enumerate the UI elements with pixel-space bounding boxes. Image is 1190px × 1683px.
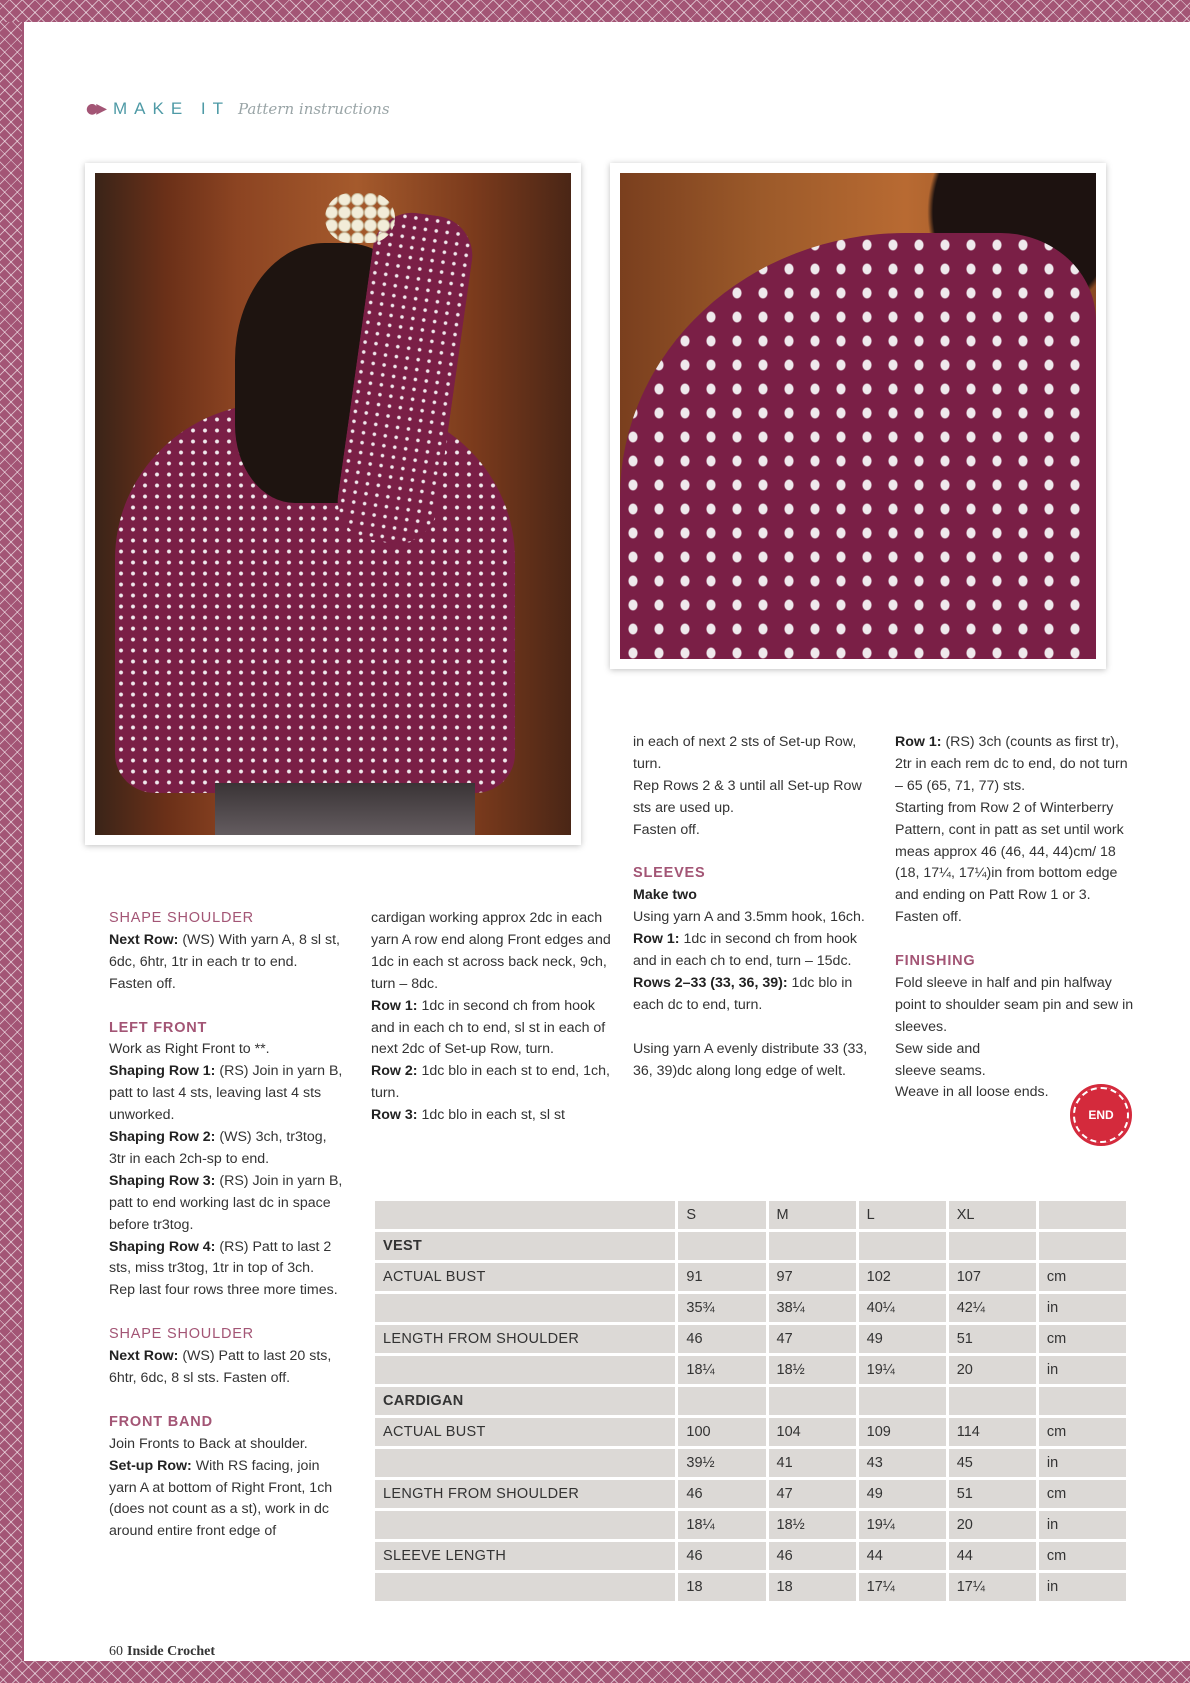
table-header-row [375, 1201, 1126, 1229]
section-heading: LEFT FRONT [109, 1019, 208, 1036]
instruction-text: With RS facing, join yarn A at bottom of Right Front, 1ch (does not count as a st), work in dc around entire front edge of [109, 1457, 333, 1540]
instruction-text: cardigan working approx 2dc in each yarn A row end along Front edges and 1dc in each st across back neck, 9ch, turn – 8dc. [371, 910, 611, 992]
table-cell [859, 1232, 946, 1260]
table-cell: 19¼ [859, 1511, 946, 1539]
table-row [375, 1325, 1126, 1353]
row-label: CARDIGAN [375, 1387, 675, 1415]
table-cell: 114 [949, 1418, 1036, 1446]
instruction-text: 1dc blo in each st, sl st [417, 1107, 565, 1124]
section-heading: FINISHING [895, 953, 976, 970]
instruction-lead: Shaping Row 2: [109, 1129, 216, 1146]
instruction-paragraph [633, 907, 873, 929]
table-cell: 42¼ [949, 1294, 1036, 1322]
paragraph-gap [109, 1390, 344, 1412]
instruction-text: Fasten off. [895, 909, 962, 926]
instruction-lead: Next Row: [109, 931, 179, 948]
paragraph-gap [109, 1302, 344, 1324]
table-cell: 18½ [769, 1511, 856, 1539]
instruction-paragraph [633, 776, 873, 820]
table-cell: 18½ [769, 1356, 856, 1384]
table-cell [769, 1232, 856, 1260]
pearl-bracelet-image [325, 193, 395, 243]
instruction-paragraph [633, 1039, 873, 1083]
instruction-paragraph [895, 798, 1135, 908]
instruction-paragraph [109, 1456, 344, 1544]
table-row [375, 1449, 1126, 1477]
table-cell: 51 [949, 1325, 1036, 1353]
table-cell: 109 [859, 1418, 946, 1446]
instruction-paragraph [109, 1280, 344, 1302]
instruction-text: (RS) Join in yarn B, patt to last 4 sts, leaving last 4 sts unworked. [109, 1063, 343, 1124]
instruction-text: Weave in all loose ends. [895, 1084, 1049, 1101]
table-row [375, 1387, 1126, 1415]
row-label [375, 1573, 675, 1601]
table-row [375, 1511, 1126, 1539]
text-column-2 [371, 908, 611, 1127]
end-badge: END [1073, 1087, 1129, 1143]
instruction-lead: Rows 2–33 (33, 36, 39): [633, 974, 788, 991]
top-border [0, 0, 1190, 22]
table-row [375, 1573, 1126, 1601]
arrow-icon: ●▶ [86, 101, 105, 117]
table-cell: 46 [678, 1480, 765, 1508]
table-row [375, 1356, 1126, 1384]
row-label: VEST [375, 1232, 675, 1260]
text-column-1 [109, 908, 344, 1543]
instruction-text: (RS) Join in yarn B, patt to end working last dc in space before tr3tog. [109, 1172, 343, 1233]
photo-closeup-view [610, 163, 1106, 669]
magazine-title: Inside Crochet [127, 1644, 216, 1659]
table-cell: 46 [769, 1542, 856, 1570]
table-cell: in [1039, 1294, 1126, 1322]
instruction-text: (WS) Patt to last 20 sts, 6htr, 6dc, 8 sl sts. Fasten off. [109, 1348, 332, 1386]
table-row [375, 1418, 1126, 1446]
table-cell: 20 [949, 1356, 1036, 1384]
table-cell: 46 [678, 1325, 765, 1353]
table-cell: 100 [678, 1418, 765, 1446]
table-cell: in [1039, 1573, 1126, 1601]
instruction-paragraph [109, 1346, 344, 1390]
instruction-text: Using yarn A and 3.5mm hook, 16ch. [633, 909, 865, 926]
instruction-paragraph [371, 1061, 611, 1105]
instruction-paragraph [895, 1039, 1135, 1061]
instruction-lead: Row 1: [633, 931, 680, 948]
row-label [375, 1294, 675, 1322]
instruction-paragraph [895, 973, 1135, 1039]
table-header-cell: S [678, 1201, 765, 1229]
table-cell: 44 [949, 1542, 1036, 1570]
table-cell: 43 [859, 1449, 946, 1477]
table-cell: in [1039, 1511, 1126, 1539]
instruction-text: 1dc blo in each dc to end, turn. [633, 974, 853, 1013]
instruction-lead: Row 1: [895, 734, 942, 750]
table-cell: 102 [859, 1263, 946, 1291]
table-cell [769, 1387, 856, 1415]
table-cell: 51 [949, 1480, 1036, 1508]
table-cell: 107 [949, 1263, 1036, 1291]
section-subtitle: Pattern instructions [238, 100, 390, 118]
instruction-text: sleeve seams. [895, 1062, 986, 1079]
instruction-paragraph [109, 1237, 344, 1281]
row-label: ACTUAL BUST [375, 1263, 675, 1291]
row-label: SLEEVE LENGTH [375, 1542, 675, 1570]
table-cell: 18 [769, 1573, 856, 1601]
instruction-lead: Row 1: [371, 997, 418, 1014]
table-cell: cm [1039, 1480, 1126, 1508]
instruction-paragraph [633, 732, 873, 776]
instruction-text: Fold sleeve in half and pin halfway point to shoulder seam pin and sew in sleeves. [895, 974, 1134, 1035]
instruction-text: (RS) 3ch (counts as first tr), 2tr in each rem dc to end, do not turn – 65 (65, 71, 77) sts. [895, 734, 1128, 794]
instruction-paragraph [109, 1061, 344, 1127]
table-cell: 41 [769, 1449, 856, 1477]
instruction-lead: Row 2: [371, 1063, 418, 1080]
instruction-paragraph [633, 929, 873, 973]
instruction-text: Fasten off. [633, 821, 700, 838]
table-cell: 18 [678, 1573, 765, 1601]
table-cell: 49 [859, 1325, 946, 1353]
instruction-paragraph [109, 1039, 344, 1061]
instruction-paragraph [633, 820, 873, 842]
skirt-image [215, 783, 475, 835]
size-table [372, 1198, 1129, 1604]
table-cell: 47 [769, 1480, 856, 1508]
table-cell: 97 [769, 1263, 856, 1291]
table-cell [949, 1387, 1036, 1415]
table-cell: 104 [769, 1418, 856, 1446]
table-cell [949, 1232, 1036, 1260]
table-cell: cm [1039, 1418, 1126, 1446]
text-column-3 [633, 732, 873, 1082]
instruction-text: Join Fronts to Back at shoulder. [109, 1435, 308, 1452]
table-row [375, 1232, 1126, 1260]
instruction-lead: Set-up Row: [109, 1457, 192, 1474]
table-row [375, 1263, 1126, 1291]
paragraph-gap [109, 996, 344, 1018]
table-cell: 18¼ [678, 1356, 765, 1384]
bottom-border [0, 1661, 1190, 1683]
instruction-paragraph [895, 907, 1135, 929]
table-cell: 45 [949, 1449, 1036, 1477]
table-cell [1039, 1232, 1126, 1260]
table-cell: in [1039, 1356, 1126, 1384]
instruction-text: Work as Right Front to **. [109, 1041, 270, 1058]
instruction-text: Starting from Row 2 of Winterberry Pattern, cont in patt as set until work meas approx 46 (46, 44, 44)cm/ 18 (18, 17¼, 17¼)in from bottom edge and ending on Patt Row 1 or 3. [895, 799, 1124, 904]
page-number: 60 [109, 1644, 123, 1659]
section-title: MAKE IT [112, 99, 230, 118]
instruction-paragraph [109, 1434, 344, 1456]
table-cell: cm [1039, 1263, 1126, 1291]
section-heading: SHAPE SHOULDER [109, 1326, 254, 1343]
table-cell: 49 [859, 1480, 946, 1508]
table-cell: cm [1039, 1542, 1126, 1570]
table-cell: 39½ [678, 1449, 765, 1477]
instruction-lead: Shaping Row 1: [109, 1063, 216, 1080]
table-cell: 18¼ [678, 1511, 765, 1539]
section-heading: SHAPE SHOULDER [109, 910, 254, 926]
table-cell: 17¼ [949, 1573, 1036, 1601]
instruction-paragraph [371, 996, 611, 1062]
table-cell: 40¼ [859, 1294, 946, 1322]
table-cell: 19¼ [859, 1356, 946, 1384]
table-cell: 46 [678, 1542, 765, 1570]
instruction-paragraph [633, 973, 873, 1017]
section-heading: FRONT BAND [109, 1413, 213, 1430]
row-label [375, 1511, 675, 1539]
instruction-text: 1dc in second ch from hook and in each ch to end, turn – 15dc. [633, 931, 857, 970]
table-cell: in [1039, 1449, 1126, 1477]
table-row [375, 1294, 1126, 1322]
instruction-text: in each of next 2 sts of Set-up Row, turn. [633, 734, 857, 772]
text-column-4 [895, 732, 1135, 1104]
table-header-cell [1039, 1201, 1126, 1229]
instruction-text: Sew side and [895, 1040, 981, 1057]
page [24, 22, 1190, 1661]
instruction-text: Rep Rows 2 & 3 until all Set-up Row sts are used up. [633, 777, 862, 816]
instruction-text: (WS) 3ch, tr3tog, 3tr in each 2ch-sp to end. [109, 1129, 327, 1167]
section-heading: SLEEVES [633, 865, 706, 882]
instruction-text: Using yarn A evenly distribute 33 (33, 36, 39)dc along long edge of welt. [633, 1040, 868, 1079]
instruction-lead: Next Row: [109, 1348, 179, 1365]
table-cell: cm [1039, 1325, 1126, 1353]
instruction-text: Rep last four rows three more times. [109, 1282, 338, 1299]
table-cell: 20 [949, 1511, 1036, 1539]
table-header-cell: L [859, 1201, 946, 1229]
table-header-cell: M [769, 1201, 856, 1229]
instruction-lead: Shaping Row 3: [109, 1172, 216, 1189]
table-cell: 38¼ [769, 1294, 856, 1322]
instruction-lead: Shaping Row 4: [109, 1238, 216, 1255]
table-cell: 44 [859, 1542, 946, 1570]
instruction-text: (WS) With yarn A, 8 sl st, 6dc, 6htr, 1tr in each tr to end. Fasten off. [109, 931, 340, 992]
table-header-cell [375, 1201, 675, 1229]
row-label [375, 1356, 675, 1384]
stitch-closeup-image [620, 233, 1096, 659]
row-label: LENGTH FROM SHOULDER [375, 1325, 675, 1353]
table-cell: 91 [678, 1263, 765, 1291]
instruction-paragraph [109, 1171, 344, 1237]
row-label: ACTUAL BUST [375, 1418, 675, 1446]
instruction-lead: Row 3: [371, 1107, 418, 1124]
table-row [375, 1542, 1126, 1570]
photo-back-view [85, 163, 581, 845]
paragraph-gap [895, 929, 1135, 951]
table-cell: 17¼ [859, 1573, 946, 1601]
instruction-paragraph [109, 930, 344, 996]
instruction-paragraph [109, 1127, 344, 1171]
instruction-paragraph [895, 732, 1135, 798]
row-label [375, 1449, 675, 1477]
paragraph-gap [633, 1017, 873, 1039]
left-border [0, 0, 22, 1683]
page-footer [109, 1644, 215, 1660]
row-label: LENGTH FROM SHOULDER [375, 1480, 675, 1508]
instruction-lead: Make two [633, 887, 697, 904]
table-row [375, 1480, 1126, 1508]
instruction-paragraph [371, 1105, 611, 1127]
table-body [375, 1232, 1126, 1601]
instruction-paragraph [371, 908, 611, 996]
paragraph-gap [633, 842, 873, 864]
table-cell [678, 1387, 765, 1415]
table-header-cell: XL [949, 1201, 1036, 1229]
instruction-text: 1dc in second ch from hook and in each ch to end, sl st in each of next 2dc of Set-up Row, turn. [371, 997, 606, 1058]
instruction-paragraph [633, 885, 873, 907]
table-cell [1039, 1387, 1126, 1415]
page-header [86, 94, 390, 124]
table-cell: 35¾ [678, 1294, 765, 1322]
table-cell [859, 1387, 946, 1415]
table-cell: 47 [769, 1325, 856, 1353]
instruction-text: (RS) Patt to last 2 sts, miss tr3tog, 1tr in top of 3ch. [109, 1238, 332, 1277]
instruction-paragraph [895, 1061, 1135, 1083]
instruction-text: 1dc blo in each st to end, 1ch, turn. [371, 1063, 610, 1102]
table-cell [678, 1232, 765, 1260]
